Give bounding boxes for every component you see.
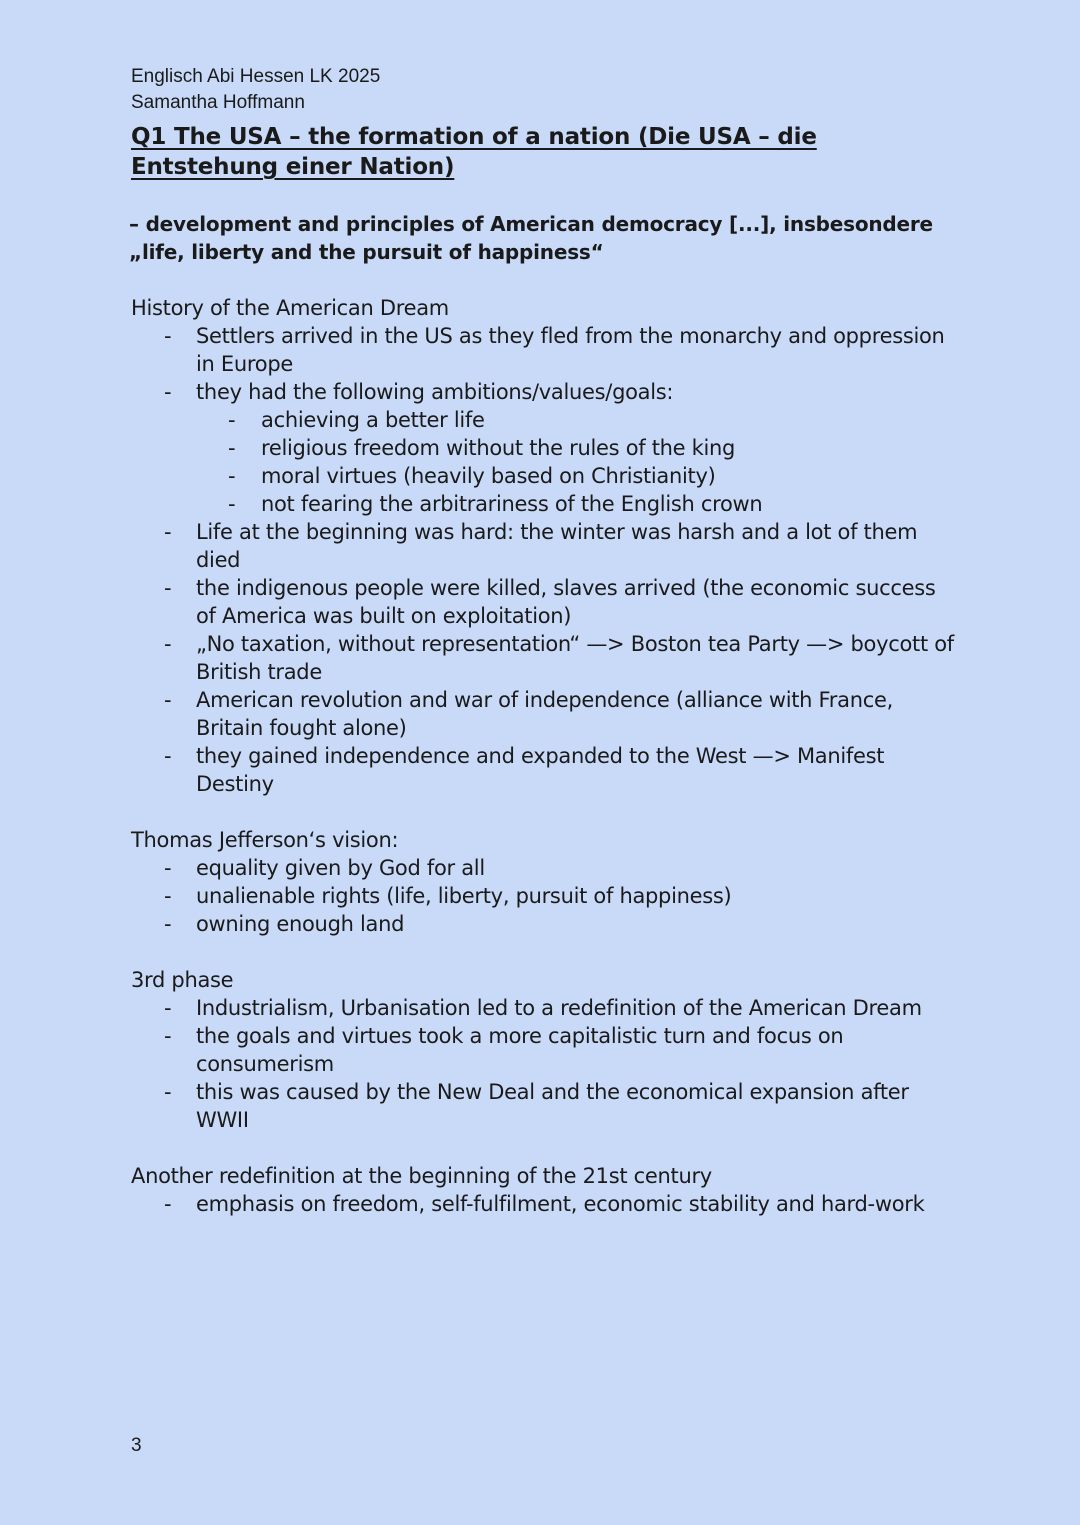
sub-list-item (196, 406, 961, 434)
bullet-list (131, 322, 961, 798)
list-item-text: owning enough land (196, 912, 405, 936)
sub-list-item (196, 462, 961, 490)
list-item (131, 882, 961, 910)
bullet-dash: - (228, 464, 236, 488)
bullet-dash: - (164, 1192, 172, 1216)
list-item (131, 630, 961, 686)
list-item-text: emphasis on freedom, self-fulfilment, economic stability and hard-work (196, 1192, 925, 1216)
list-item (131, 518, 961, 574)
document-header-author: Samantha Hoffmann (131, 92, 305, 113)
bullet-dash: - (164, 688, 172, 712)
list-item-text: Settlers arrived in the US as they fled from the monarchy and oppression in Europe (196, 324, 945, 376)
list-item (131, 574, 961, 630)
document-header-course: Englisch Abi Hessen LK 2025 (131, 66, 381, 87)
bullet-dash: - (164, 1024, 172, 1048)
bullet-list (131, 1190, 961, 1218)
bullet-dash: - (164, 576, 172, 600)
bullet-dash: - (164, 744, 172, 768)
bullet-dash: - (228, 408, 236, 432)
bullet-dash: - (164, 912, 172, 936)
list-item (131, 1190, 961, 1218)
bullet-dash: - (164, 996, 172, 1020)
list-item-text: unalienable rights (life, liberty, pursuit of happiness) (196, 884, 732, 908)
list-item-text: they had the following ambitions/values/goals: (196, 380, 674, 404)
bullet-dash: - (164, 324, 172, 348)
list-item-text: „No taxation, without representation“ —> Boston tea Party —> boycott of British trade (196, 632, 954, 684)
list-item (131, 1022, 961, 1078)
sub-list-item-text: religious freedom without the rules of the king (261, 436, 736, 460)
list-item (131, 378, 961, 518)
list-item (131, 742, 961, 798)
sub-list-item-text: not fearing the arbitrariness of the English crown (261, 492, 763, 516)
list-item-text: American revolution and war of independence (alliance with France, Britain fought alone) (196, 688, 893, 740)
bullet-list (131, 854, 961, 938)
list-item-text: Life at the beginning was hard: the winter was harsh and a lot of them died (196, 520, 918, 572)
bullet-dash: - (164, 856, 172, 880)
list-item-text: equality given by God for all (196, 856, 485, 880)
list-item (131, 910, 961, 938)
bullet-dash: - (228, 436, 236, 460)
list-item (131, 1078, 961, 1134)
bullet-list (131, 994, 961, 1134)
list-item-text: this was caused by the New Deal and the economical expansion after WWII (196, 1080, 909, 1132)
section-21st-century (131, 1162, 961, 1218)
list-item (131, 994, 961, 1022)
list-item (131, 686, 961, 742)
section-history-american-dream (131, 294, 961, 798)
section-third-phase (131, 966, 961, 1134)
sub-list-item-text: moral virtues (heavily based on Christianity) (261, 464, 716, 488)
list-item (131, 322, 961, 378)
sub-list-item (196, 490, 961, 518)
bullet-dash: - (164, 1080, 172, 1104)
document-page (131, 64, 961, 1218)
list-item-text: Industrialism, Urbanisation led to a redefinition of the American Dream (196, 996, 922, 1020)
section-heading: Another redefinition at the beginning of the 21st century (131, 1164, 712, 1188)
section-jefferson-vision (131, 826, 961, 938)
sub-list-item-text: achieving a better life (261, 408, 485, 432)
list-item-text: they gained independence and expanded to the West —> Manifest Destiny (196, 744, 885, 796)
section-heading: History of the American Dream (131, 296, 449, 320)
sub-bullet-list (196, 406, 961, 518)
list-item-text: the indigenous people were killed, slaves arrived (the economic success of America was built on exploitation) (196, 576, 936, 628)
list-item-text: the goals and virtues took a more capitalistic turn and focus on consumerism (196, 1024, 844, 1076)
section-heading: 3rd phase (131, 968, 234, 992)
page-subtitle: – development and principles of American democracy [...], insbesondere „life, liberty and the pursuit of happiness“ (129, 212, 933, 264)
bullet-dash: - (164, 632, 172, 656)
section-heading: Thomas Jefferson‘s vision: (131, 828, 399, 852)
sub-list-item (196, 434, 961, 462)
page-number: 3 (131, 1435, 142, 1456)
bullet-dash: - (164, 520, 172, 544)
page-title: Q1 The USA – the formation of a nation (Die USA – die Entstehung einer Nation) (131, 124, 817, 180)
bullet-dash: - (164, 380, 172, 404)
bullet-dash: - (164, 884, 172, 908)
bullet-dash: - (228, 492, 236, 516)
list-item (131, 854, 961, 882)
